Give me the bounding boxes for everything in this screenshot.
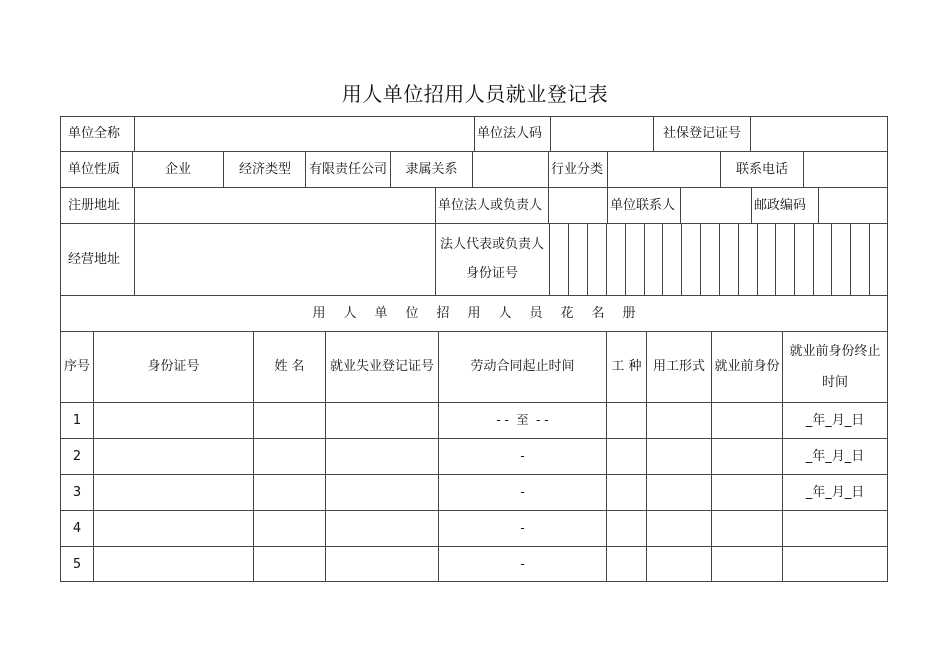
row-job-field[interactable] [607,475,646,510]
grid-line [305,151,306,188]
grid-line [60,546,888,547]
row-seq: 4 [72,520,82,536]
row-contract-period[interactable]: - [520,557,525,572]
grid-line [720,151,721,188]
header-prior-end-line1: 就业前身份终止 [789,343,881,359]
row-form-field[interactable] [647,403,711,438]
row-form-field[interactable] [647,475,711,510]
row-prior-end-date[interactable] [783,511,887,546]
grid-line [869,223,870,296]
row-id-field[interactable] [94,511,253,546]
grid-line [549,223,550,296]
grid-line [681,223,682,296]
contact-label: 单位联系人 [610,197,676,213]
row-seq: 5 [72,556,82,572]
grid-line [223,151,224,188]
legal-id-digit-box[interactable] [720,224,738,295]
row-status-field[interactable] [712,403,782,438]
row-seq: 2 [72,448,82,464]
row-unemp-field[interactable] [326,475,438,510]
postcode-field[interactable] [819,188,887,223]
row-seq: 3 [72,484,82,500]
row-job-field[interactable] [607,439,646,474]
grid-line [253,331,254,582]
grid-line [719,223,720,296]
grid-line [680,187,681,224]
grid-line [775,223,776,296]
row-id-field[interactable] [94,475,253,510]
grid-line [325,331,326,582]
grid-line [625,223,626,296]
grid-line [803,151,804,188]
header-prior-status: 就业前身份 [714,359,780,375]
header-prior-end [783,332,887,402]
grid-line [850,223,851,296]
row-job-field[interactable] [607,403,646,438]
grid-line [700,223,701,296]
grid-line [60,295,888,296]
header-seq: 序号 [63,359,90,375]
row-name-field[interactable] [254,403,325,438]
row-name-field[interactable] [254,475,325,510]
grid-line [750,116,751,152]
grid-line [60,116,61,582]
legal-person-field[interactable] [549,188,607,223]
grid-line [757,223,758,296]
legal-id-label-line2: 身份证号 [465,266,518,282]
legal-id-digit-box[interactable] [832,224,850,295]
grid-line [60,581,888,582]
header-name: 姓 名 [274,359,305,375]
grid-line [132,151,133,188]
grid-line [782,331,783,582]
industry-label: 行业分类 [551,161,604,177]
grid-line [831,223,832,296]
row-status-field[interactable] [712,475,782,510]
header-job: 工 种 [611,359,642,375]
grid-line [60,474,888,475]
grid-line [751,187,752,224]
header-unemp-no: 就业失业登记证号 [329,359,434,375]
legal-id-digit-box[interactable] [870,224,887,295]
grid-line [60,438,888,439]
row-id-field[interactable] [94,439,253,474]
row-prior-end-date[interactable]: _年_月_日 [805,448,865,464]
grid-line [435,223,436,296]
row-contract-period[interactable]: - - 至 - - [496,413,549,428]
row-job-field[interactable] [607,547,646,582]
row-prior-end-date[interactable] [783,547,887,582]
roster-section-title-text: 用人单位招用人员花名册 [312,305,654,321]
row-prior-end-date[interactable]: _年_月_日 [805,412,865,428]
grid-line [438,331,439,582]
grid-line [550,116,551,152]
row-contract-period[interactable]: - [520,485,525,500]
row-name-field[interactable] [254,439,325,474]
row-name-field[interactable] [254,547,325,582]
contact-field[interactable] [681,188,751,223]
affiliation-label: 隶属关系 [405,161,458,177]
legal-id-digit-box[interactable] [814,224,831,295]
row-status-field[interactable] [712,547,782,582]
social-security-label: 社保登记证号 [662,126,741,142]
header-contract: 劳动合同起止时间 [470,359,575,375]
grid-line [474,116,475,152]
grid-line [587,223,588,296]
legal-person-label: 单位法人或负责人 [438,197,543,213]
row-form-field[interactable] [647,547,711,582]
industry-field[interactable] [608,152,720,187]
legal-id-digit-box[interactable] [645,224,662,295]
row-prior-end-date[interactable]: _年_月_日 [805,484,865,500]
row-contract-period[interactable]: - [520,449,525,464]
grid-line [60,331,888,332]
grid-line [60,510,888,511]
social-security-field[interactable] [751,117,887,151]
grid-line [646,331,647,582]
grid-line [606,223,607,296]
legal-id-digit-box[interactable] [550,224,568,295]
postcode-label: 邮政编码 [754,197,807,213]
legal-id-label [436,224,548,295]
grid-line [607,151,608,188]
grid-line [548,187,549,224]
grid-line [887,116,888,582]
phone-label: 联系电话 [735,161,788,177]
reg-address-field[interactable] [135,188,435,223]
biz-address-field[interactable] [135,224,435,295]
grid-line [818,187,819,224]
legal-id-digit-box[interactable] [701,224,719,295]
biz-address-label: 经营地址 [68,251,121,267]
grid-line [644,223,645,296]
grid-line [435,187,436,224]
grid-line [607,187,608,224]
grid-line [60,402,888,403]
grid-line [472,151,473,188]
legal-id-digit-box[interactable] [569,224,587,295]
legal-id-digit-box[interactable] [851,224,869,295]
unit-name-field[interactable] [135,117,473,151]
header-emp-form: 用工形式 [652,359,705,375]
grid-line [134,116,135,152]
grid-line [662,223,663,296]
grid-line [711,331,712,582]
header-prior-end-line2: 时间 [821,374,848,390]
legal-code-field[interactable] [551,117,653,151]
row-id-field[interactable] [94,403,253,438]
row-unemp-field[interactable] [326,439,438,474]
row-seq: 1 [72,412,82,428]
grid-line [93,331,94,582]
unit-nature-value[interactable]: 企业 [164,161,191,177]
grid-line [60,187,888,188]
grid-line [568,223,569,296]
row-name-field[interactable] [254,511,325,546]
legal-id-digit-box[interactable] [607,224,625,295]
unit-nature-label: 单位性质 [68,161,121,177]
row-unemp-field[interactable] [326,511,438,546]
grid-line [738,223,739,296]
grid-line [606,331,607,582]
legal-id-digit-box[interactable] [663,224,681,295]
legal-id-label-line1: 法人代表或负责人 [439,236,544,252]
row-job-field[interactable] [607,511,646,546]
row-status-field[interactable] [712,439,782,474]
row-form-field[interactable] [647,439,711,474]
grid-line [134,223,135,296]
grid-line [60,223,888,224]
legal-id-digit-box[interactable] [588,224,606,295]
legal-id-digit-box[interactable] [776,224,794,295]
affiliation-field[interactable] [473,152,548,187]
grid-line [813,223,814,296]
grid-line [653,116,654,152]
row-contract-period[interactable]: - [520,521,525,536]
page-title: 用人单位招用人员就业登记表 [341,82,609,106]
row-id-field[interactable] [94,547,253,582]
grid-line [390,151,391,188]
economy-type-value[interactable]: 有限责任公司 [308,161,387,177]
grid-line [794,223,795,296]
unit-name-label: 单位全称 [68,126,121,142]
row-form-field[interactable] [647,511,711,546]
legal-id-digit-box[interactable] [739,224,757,295]
header-id-no: 身份证号 [147,359,200,375]
row-unemp-field[interactable] [326,547,438,582]
grid-line [134,187,135,224]
grid-line [548,151,549,188]
legal-id-digit-box[interactable] [795,224,813,295]
row-unemp-field[interactable] [326,403,438,438]
roster-section-title [61,296,887,331]
economy-type-label: 经济类型 [238,161,291,177]
legal-id-digit-box[interactable] [758,224,775,295]
legal-code-label: 单位法人码 [477,126,543,142]
reg-address-label: 注册地址 [68,197,121,213]
phone-field[interactable] [804,152,887,187]
row-status-field[interactable] [712,511,782,546]
legal-id-digit-box[interactable] [682,224,700,295]
legal-id-digit-box[interactable] [626,224,644,295]
